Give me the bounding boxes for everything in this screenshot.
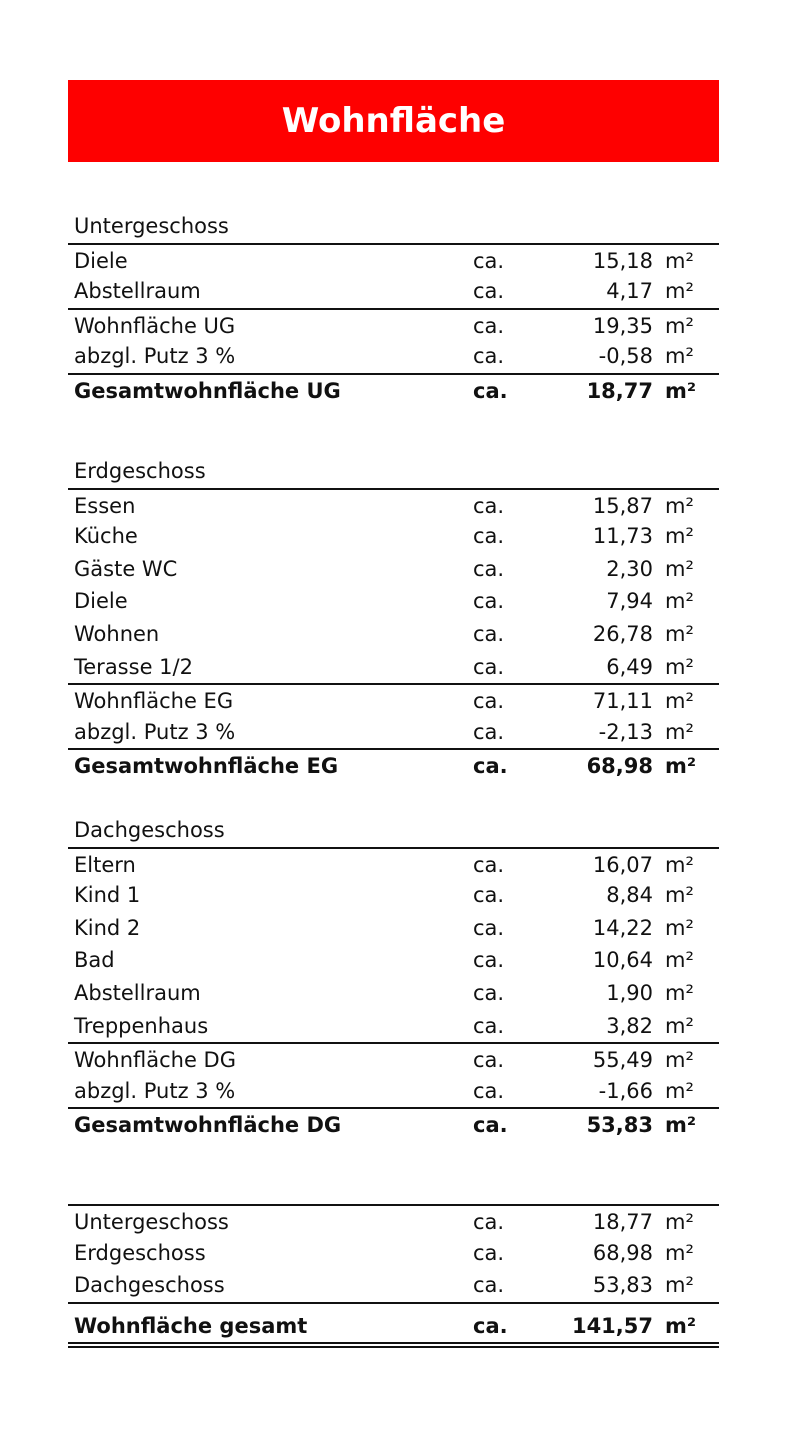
unit-label: m²: [665, 1113, 697, 1138]
unit-label: m²: [665, 524, 694, 549]
row-label: Wohnen: [74, 621, 160, 646]
unit-label: m²: [665, 654, 694, 679]
section-erdgeschoss: [68, 455, 719, 781]
unit-label: m²: [665, 948, 694, 973]
row-label: Abstellraum: [74, 279, 201, 304]
area-value: 15,87: [592, 493, 653, 518]
area-value: 8,84: [606, 883, 653, 908]
table-row: [68, 488, 719, 521]
unit-label: m²: [665, 754, 697, 779]
unit-label: m²: [665, 589, 694, 614]
area-value: 18,77: [586, 378, 653, 403]
total-row: [68, 748, 719, 781]
area-value: -0,58: [598, 344, 653, 369]
area-value: 15,18: [592, 248, 653, 273]
approx-label: ca.: [473, 524, 505, 549]
unit-label: m²: [665, 556, 694, 581]
table-row: [68, 847, 719, 880]
subtotal-row: [68, 683, 719, 716]
table-row: [68, 243, 719, 276]
area-value: 26,78: [592, 621, 653, 646]
deduction-row: [68, 1075, 719, 1108]
total-row: [68, 1107, 719, 1140]
row-label: Treppenhaus: [74, 1013, 209, 1038]
area-value: 16,07: [592, 852, 653, 877]
approx-label: ca.: [473, 279, 505, 304]
approx-label: ca.: [473, 654, 505, 679]
unit-label: m²: [665, 344, 694, 369]
unit-label: m²: [665, 1013, 694, 1038]
unit-label: m²: [665, 915, 694, 940]
approx-label: ca.: [473, 719, 505, 744]
table-row: [68, 553, 719, 586]
approx-label: ca.: [473, 344, 505, 369]
section-summary: [68, 1204, 719, 1348]
row-label: Bad: [74, 948, 115, 973]
row-label: Wohnfläche EG: [74, 689, 234, 714]
approx-label: ca.: [473, 378, 508, 403]
deduction-row: [68, 340, 719, 373]
approx-label: ca.: [473, 980, 505, 1005]
area-value: 19,35: [592, 313, 653, 338]
unit-label: m²: [665, 1273, 694, 1298]
row-label: Abstellraum: [74, 980, 201, 1005]
approx-label: ca.: [473, 852, 505, 877]
row-label: Küche: [74, 524, 138, 549]
row-label: Dachgeschoss: [74, 1273, 225, 1298]
approx-label: ca.: [473, 689, 505, 714]
table-row: [68, 879, 719, 912]
approx-label: ca.: [473, 1273, 505, 1298]
approx-label: ca.: [473, 313, 505, 338]
unit-label: m²: [665, 1210, 694, 1234]
area-value: 53,83: [586, 1113, 653, 1138]
area-value: 68,98: [592, 1240, 653, 1265]
unit-label: m²: [665, 378, 697, 403]
approx-label: ca.: [473, 1013, 505, 1038]
area-value: 4,17: [606, 279, 653, 304]
approx-label: ca.: [473, 1210, 505, 1234]
section-header-label: Dachgeschoss: [74, 818, 225, 842]
unit-label: m²: [665, 1240, 694, 1265]
deduction-row: [68, 716, 719, 749]
area-value: 11,73: [592, 524, 653, 549]
area-value: 1,90: [606, 980, 653, 1005]
approx-label: ca.: [473, 1048, 505, 1073]
table-row: [68, 618, 719, 651]
row-label: Essen: [74, 493, 136, 518]
table-row: [68, 977, 719, 1010]
area-value: 2,30: [606, 556, 653, 581]
approx-label: ca.: [473, 948, 505, 973]
approx-label: ca.: [473, 493, 505, 518]
approx-label: ca.: [473, 248, 505, 273]
unit-label: m²: [665, 883, 694, 908]
subtotal-row: [68, 308, 719, 341]
row-label: Gesamtwohnfläche DG: [74, 1113, 342, 1138]
unit-label: m²: [665, 719, 694, 744]
unit-label: m²: [665, 248, 694, 273]
unit-label: m²: [665, 621, 694, 646]
subtotal-row: [68, 1042, 719, 1075]
unit-label: m²: [665, 279, 694, 304]
unit-label: m²: [665, 1078, 694, 1103]
unit-label: m²: [665, 493, 694, 518]
row-label: Terasse 1/2: [74, 654, 193, 679]
approx-label: ca.: [473, 1078, 505, 1103]
row-label: Erdgeschoss: [74, 1240, 206, 1265]
section-dachgeschoss: [68, 814, 719, 1140]
area-value: 68,98: [586, 754, 653, 779]
unit-label: m²: [665, 1048, 694, 1073]
area-value: 7,94: [606, 589, 653, 614]
table-row: [68, 1010, 719, 1043]
row-label: Diele: [74, 248, 128, 273]
approx-label: ca.: [473, 589, 505, 614]
row-label: Gesamtwohnfläche UG: [74, 378, 341, 403]
area-value: 141,57: [571, 1313, 653, 1338]
row-label: Wohnfläche gesamt: [74, 1313, 308, 1338]
summary-row: [68, 1204, 719, 1237]
approx-label: ca.: [473, 915, 505, 940]
unit-label: m²: [665, 313, 694, 338]
row-label: Wohnfläche DG: [74, 1048, 236, 1073]
section-header-label: Erdgeschoss: [74, 459, 206, 483]
approx-label: ca.: [473, 883, 505, 908]
approx-label: ca.: [473, 1313, 508, 1338]
table-row: [68, 275, 719, 308]
unit-label: m²: [665, 980, 694, 1005]
unit-label: m²: [665, 852, 694, 877]
area-value: 71,11: [592, 689, 653, 714]
approx-label: ca.: [473, 1113, 508, 1138]
area-value: 10,64: [592, 948, 653, 973]
approx-label: ca.: [473, 754, 508, 779]
approx-label: ca.: [473, 556, 505, 581]
grand-total-row: [68, 1302, 719, 1342]
row-label: Wohnfläche UG: [74, 313, 236, 338]
area-value: 3,82: [606, 1013, 653, 1038]
row-label: Kind 2: [74, 915, 141, 940]
approx-label: ca.: [473, 1240, 505, 1265]
table-row: [68, 585, 719, 618]
table-row: [68, 912, 719, 945]
row-label: Untergeschoss: [74, 1210, 229, 1234]
section-untergeschoss: [68, 210, 719, 406]
approx-label: ca.: [473, 621, 505, 646]
summary-row: [68, 1237, 719, 1270]
row-label: abzgl. Putz 3 %: [74, 719, 236, 744]
title-banner: [68, 80, 719, 162]
area-value: 6,49: [606, 654, 653, 679]
row-label: Gäste WC: [74, 556, 178, 581]
summary-row: [68, 1269, 719, 1302]
unit-label: m²: [665, 1313, 697, 1338]
area-value: 14,22: [592, 915, 653, 940]
area-value: 55,49: [592, 1048, 653, 1073]
area-value: -1,66: [598, 1078, 653, 1103]
section-header: [68, 814, 719, 847]
table-row: [68, 944, 719, 977]
page-title: Wohnfläche: [281, 101, 506, 141]
area-value: -2,13: [598, 719, 653, 744]
row-label: Kind 1: [74, 883, 141, 908]
row-label: abzgl. Putz 3 %: [74, 344, 236, 369]
unit-label: m²: [665, 689, 694, 714]
row-label: Eltern: [74, 852, 136, 877]
row-label: Gesamtwohnfläche EG: [74, 754, 339, 779]
table-row: [68, 520, 719, 553]
row-label: abzgl. Putz 3 %: [74, 1078, 236, 1103]
table-row: [68, 651, 719, 684]
section-header: [68, 455, 719, 488]
area-value: 53,83: [592, 1273, 653, 1298]
section-header: [68, 210, 719, 243]
row-label: Diele: [74, 589, 128, 614]
total-row: [68, 373, 719, 406]
section-header-label: Untergeschoss: [74, 214, 229, 238]
area-value: 18,77: [592, 1210, 653, 1234]
